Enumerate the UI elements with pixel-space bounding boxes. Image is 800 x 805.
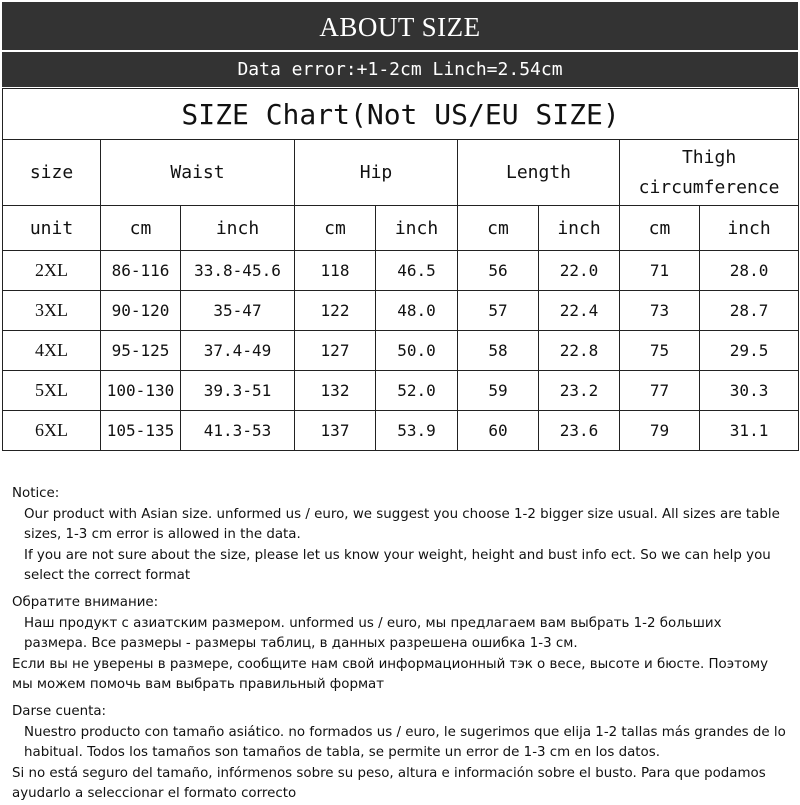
table-cell: 58 [458, 331, 539, 371]
table-cell: 39.3-51 [181, 371, 295, 411]
header-waist: Waist [101, 140, 295, 206]
table-cell: 31.1 [700, 411, 799, 451]
notice-title-en: Notice: [12, 486, 60, 501]
size-guide [2, 2, 798, 451]
table-cell: 132 [295, 371, 376, 411]
table-cell: 23.6 [539, 411, 620, 451]
table-cell: 52.0 [376, 371, 458, 411]
size-chart-title: SIZE Chart(Not US/EU SIZE) [3, 89, 799, 140]
table-cell: 22.4 [539, 291, 620, 331]
notice-paragraph-en-2: If you are not sure about the size, please let us know your weight, height and bust info ect. So we can help you select the correct format [24, 547, 771, 584]
table-row [3, 291, 799, 331]
data-error-banner: Data error:+1-2cm Linch=2.54cm [2, 52, 798, 87]
table-cell: 137 [295, 411, 376, 451]
table-cell: 71 [620, 251, 700, 291]
about-size-banner: ABOUT SIZE [2, 2, 798, 50]
table-cell: 22.8 [539, 331, 620, 371]
table-cell: 75 [620, 331, 700, 371]
table-cell: 127 [295, 331, 376, 371]
unit-cell: cm [295, 206, 376, 251]
table-cell: 48.0 [376, 291, 458, 331]
table-cell: 56 [458, 251, 539, 291]
table-cell: 73 [620, 291, 700, 331]
table-cell: 30.3 [700, 371, 799, 411]
table-cell: 77 [620, 371, 700, 411]
table-cell: 118 [295, 251, 376, 291]
notice-paragraph-es-2: Si no está seguro del tamaño, infórmenos sobre su peso, altura e información sobre el busto. Para que podamos ayudarlo a seleccionar el formato correcto [12, 765, 766, 802]
table-cell: 28.0 [700, 251, 799, 291]
table-cell: 95-125 [101, 331, 181, 371]
notice-title-ru: Обратите внимание: [12, 594, 159, 610]
table-cell: 50.0 [376, 331, 458, 371]
table-cell: 53.9 [376, 411, 458, 451]
table-cell: 79 [620, 411, 700, 451]
table-cell: 33.8-45.6 [181, 251, 295, 291]
notice-section [12, 484, 788, 805]
unit-cell: cm [458, 206, 539, 251]
table-cell: 57 [458, 291, 539, 331]
table-cell: 90-120 [101, 291, 181, 331]
table-cell: 122 [295, 291, 376, 331]
notice-title-es: Darse cuenta: [12, 703, 107, 719]
header-thigh [620, 140, 799, 206]
table-cell: 105-135 [101, 411, 181, 451]
size-cell: 6XL [3, 411, 101, 451]
table-cell: 46.5 [376, 251, 458, 291]
header-size: size [3, 140, 101, 206]
header-thigh-line1: Thigh [681, 146, 737, 168]
table-cell: 29.5 [700, 331, 799, 371]
header-hip: Hip [295, 140, 458, 206]
table-cell: 60 [458, 411, 539, 451]
unit-cell: inch [181, 206, 295, 251]
unit-cell: unit [3, 206, 101, 251]
table-header-row [3, 140, 799, 206]
table-row [3, 411, 799, 451]
table-cell: 41.3-53 [181, 411, 295, 451]
header-thigh-line2: circumference [638, 176, 780, 198]
notice-paragraph-ru-2: Если вы не уверены в размере, сообщите нам свой информационный тэк о весе, высоте и бюсте. Поэтому мы можем помочь вам выбрать правильный формат [12, 656, 769, 693]
unit-row [3, 206, 799, 251]
size-cell: 5XL [3, 371, 101, 411]
size-chart-table [2, 88, 799, 451]
unit-cell: inch [376, 206, 458, 251]
notice-paragraph-en-1: Our product with Asian size. unformed us / euro, we suggest you choose 1-2 bigger size usual. All sizes are table sizes, 1-3 cm error is allowed in the data. [24, 506, 780, 543]
size-cell: 3XL [3, 291, 101, 331]
table-row [3, 371, 799, 411]
unit-cell: inch [539, 206, 620, 251]
unit-cell: cm [620, 206, 700, 251]
header-length: Length [458, 140, 620, 206]
table-cell: 100-130 [101, 371, 181, 411]
table-cell: 22.0 [539, 251, 620, 291]
size-cell: 2XL [3, 251, 101, 291]
unit-cell: inch [700, 206, 799, 251]
table-cell: 59 [458, 371, 539, 411]
table-cell: 28.7 [700, 291, 799, 331]
table-cell: 23.2 [539, 371, 620, 411]
table-cell: 86-116 [101, 251, 181, 291]
size-cell: 4XL [3, 331, 101, 371]
table-cell: 35-47 [181, 291, 295, 331]
notice-paragraph-ru-1: Наш продукт с азиатским размером. unformed us / euro, мы предлагаем вам выбрать 1-2 больших размера. Все размеры - размеры таблиц, в данных разрешена ошибка 1-3 см. [24, 615, 722, 652]
notice-paragraph-es-1: Nuestro producto con tamaño asiático. no formados us / euro, le sugerimos que elija 1-2 tallas más grandes de lo habitual. Todos los tamaños son tamaños de tabla, se permite un error de 1-3 cm en los datos. [24, 724, 786, 761]
table-cell: 37.4-49 [181, 331, 295, 371]
table-row [3, 331, 799, 371]
table-row [3, 251, 799, 291]
unit-cell: cm [101, 206, 181, 251]
